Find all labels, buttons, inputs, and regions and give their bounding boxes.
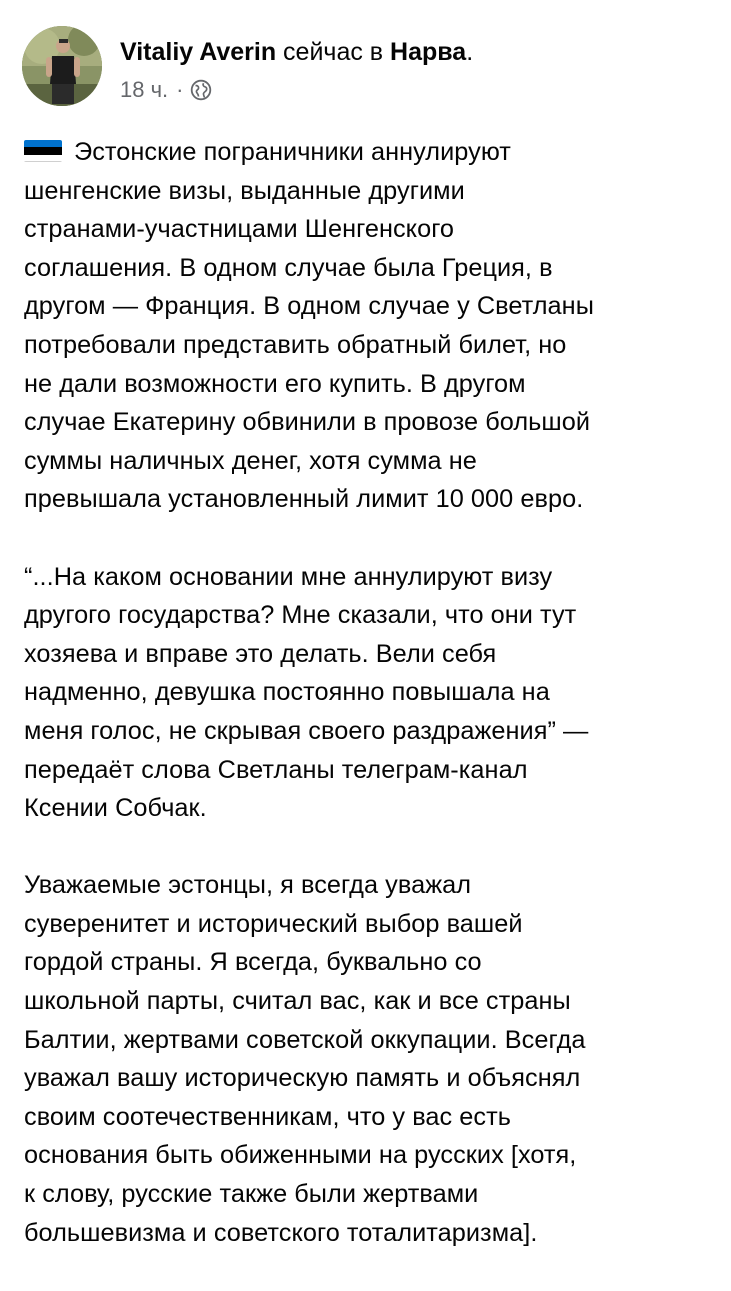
text-line: превышала установленный лимит 10 000 евро. (24, 485, 584, 514)
status-period: . (466, 38, 474, 66)
estonia-flag-icon (24, 140, 62, 162)
post-paragraph (24, 866, 714, 1252)
text-line: школьной парты, считал вас, как и все страны (24, 987, 571, 1016)
post-meta (120, 76, 212, 104)
text-line: другого государства? Мне сказали, что они тут (24, 601, 577, 630)
post-paragraph (24, 133, 714, 519)
author-line (120, 36, 473, 68)
text-line: надменно, девушка постоянно повышала на (24, 678, 550, 707)
text-line: шенгенские визы, выданные другими (24, 176, 465, 205)
text-line: меня голос, не скрывая своего раздражения” — (24, 716, 589, 745)
text-line: уважал вашу историческую память и объяснял (24, 1064, 581, 1093)
status-text: сейчас в (283, 38, 384, 66)
text-line: хозяева и вправе это делать. Вели себя (24, 639, 497, 668)
text-line: не дали возможности его купить. В другом (24, 369, 526, 398)
flag-stripe-white (24, 155, 62, 162)
post-paragraph (24, 558, 714, 828)
text-line: суммы наличных денег, хотя сумма не (24, 446, 477, 475)
text-line: к слову, русские также были жертвами (24, 1180, 479, 1209)
text-line: Ксении Собчак. (24, 794, 207, 823)
text-line: другом — Франция. В одном случае у Светланы (24, 292, 594, 321)
flag-stripe-blue (24, 140, 62, 147)
meta-separator: · (176, 77, 184, 102)
text-line: Эстонские пограничники аннулируют (74, 138, 511, 166)
text-line: гордой страны. Я всегда, буквально со (24, 948, 482, 977)
globe-icon[interactable] (190, 79, 212, 101)
text-line: соглашения. В одном случае была Греция, в (24, 253, 553, 282)
location-link[interactable]: Нарва (390, 38, 467, 66)
flag-stripe-black (24, 147, 62, 154)
text-line: своим соотечественникам, что у вас есть (24, 1102, 511, 1131)
text-line: Уважаемые эстонцы, я всегда уважал (24, 871, 472, 900)
text-line: странами-участницами Шенгенского (24, 215, 455, 244)
post-body (24, 133, 714, 1291)
post-header (22, 26, 712, 106)
text-line: потребовали представить обратный билет, но (24, 330, 567, 359)
text-line: большевизма и советского тоталитаризма]. (24, 1218, 538, 1247)
text-line: “...На каком основании мне аннулируют визу (24, 562, 553, 591)
avatar[interactable] (22, 26, 102, 106)
text-line: передаёт слова Светланы телеграм-канал (24, 755, 528, 784)
text-line: основания быть обиженными на русских [хотя, (24, 1141, 577, 1170)
text-line: суверенитет и исторический выбор вашей (24, 909, 523, 938)
text-line: Балтии, жертвами советской оккупации. Всегда (24, 1025, 586, 1054)
author-name[interactable]: Vitaliy Averin (120, 38, 277, 66)
post-time[interactable]: 18 ч. (120, 77, 169, 102)
text-line: случае Екатерину обвинили в провозе большой (24, 408, 591, 437)
